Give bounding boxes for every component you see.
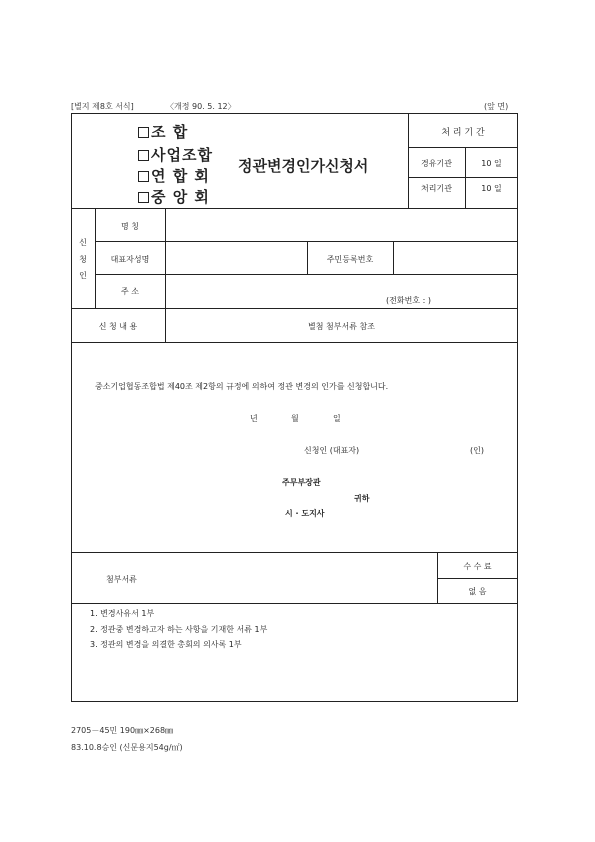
date-month: 월 [291, 414, 299, 423]
id-number-field[interactable] [395, 243, 516, 273]
page-side: (앞 면) [484, 102, 509, 111]
statement-text: 중소기업협동조합법 제40조 제2항의 규정에 의하여 정관 변경의 인가를 신청합니다. [95, 382, 389, 391]
name-label: 명 칭 [121, 222, 139, 231]
applicant-signature: 신청인 (대표자) [304, 446, 360, 455]
processing-row-value: 10 일 [481, 159, 502, 168]
recipient-minister: 주무부장관 [282, 478, 321, 487]
org-type-federation[interactable]: 연 합 회 [138, 165, 210, 186]
fee-value: 없 음 [468, 587, 487, 596]
checkbox-icon[interactable] [138, 192, 149, 203]
fee-label: 수 수 료 [463, 562, 492, 571]
representative-field[interactable] [167, 243, 306, 273]
applicant-label-3: 인 [79, 271, 87, 280]
form-title: 정관변경인가신청서 [238, 157, 369, 175]
processing-row-label: 처리기관 [421, 184, 452, 193]
revision-note: 〈개정 90. 5. 12〉 [166, 102, 236, 111]
address-field[interactable] [167, 276, 516, 307]
org-type-business-union[interactable]: 사업조합 [138, 144, 213, 165]
applicant-label-2: 청 [79, 255, 87, 264]
content-label: 신 청 내 용 [98, 322, 138, 331]
checkbox-icon[interactable] [138, 127, 149, 138]
org-type-union[interactable]: 조 합 [138, 121, 188, 142]
attachment-item: 2. 정관중 변경하고자 하는 사항을 기재한 서류 1부 [90, 625, 268, 634]
recipient-suffix: 귀하 [354, 494, 370, 503]
applicant-label-1: 신 [79, 238, 87, 247]
phone-number: (전화번호 : ) [386, 296, 431, 305]
id-number-label: 주민등록번호 [326, 255, 374, 264]
attachments-label: 첨부서류 [106, 575, 137, 584]
name-field[interactable] [167, 210, 516, 240]
content-value: 별첨 첨부서류 참조 [308, 322, 375, 331]
form-number: [별지 제8호 서식] [71, 102, 134, 111]
date-year: 년 [250, 414, 258, 423]
checkbox-icon[interactable] [138, 150, 149, 161]
seal-mark: (인) [470, 446, 484, 455]
representative-label: 대표자성명 [110, 255, 150, 264]
footer-spec: 2705－45민 190㎜×268㎜ [71, 726, 174, 735]
attachment-item: 1. 변경사유서 1부 [90, 609, 155, 618]
org-type-central[interactable]: 중 앙 회 [138, 186, 210, 207]
attachment-item: 3. 정관의 변경을 의결한 총회의 의사록 1부 [90, 640, 242, 649]
recipient-governor: 시 · 도지사 [285, 509, 325, 518]
address-label: 주 소 [121, 287, 139, 296]
date-day: 일 [333, 414, 341, 423]
checkbox-icon[interactable] [138, 171, 149, 182]
processing-row-value: 10 일 [481, 184, 502, 193]
processing-header: 처 리 기 간 [441, 128, 485, 138]
footer-approval: 83.10.8승인 (신문용지54g/㎡) [71, 743, 183, 752]
processing-row-label: 경유기관 [421, 159, 452, 168]
